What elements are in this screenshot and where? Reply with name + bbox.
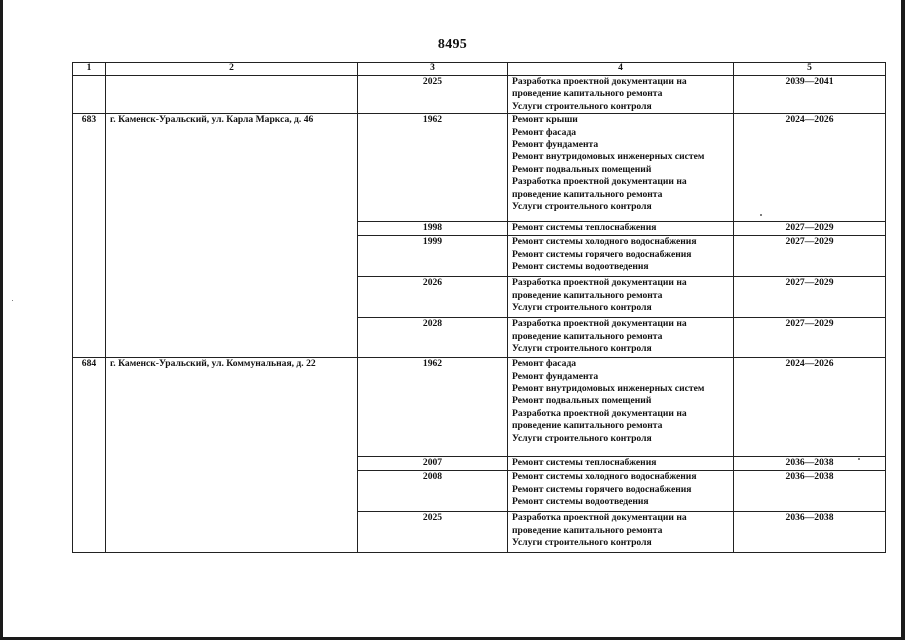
- works-cell: [508, 358, 734, 457]
- year-cell: 1998: [358, 222, 508, 236]
- scan-edge-right: [901, 0, 905, 640]
- year-cell: 1999: [358, 236, 508, 277]
- period-cell: 2024—2026: [734, 358, 886, 457]
- work-item: проведение капитального ремонта: [512, 188, 663, 200]
- work-item: Ремонт подвальных помещений: [512, 395, 652, 407]
- work-item: Ремонт внутридомовых инженерных систем: [512, 151, 705, 163]
- row-number-cell: [73, 76, 106, 114]
- work-item: Ремонт фасада: [512, 358, 577, 370]
- works-cell: [508, 471, 734, 512]
- year-cell: 2007: [358, 457, 508, 471]
- year-cell: 2026: [358, 277, 508, 318]
- table-row: [73, 76, 886, 114]
- scan-edge-left: [0, 0, 3, 640]
- year-cell: 1962: [358, 114, 508, 222]
- period-cell: 2027—2029: [734, 277, 886, 318]
- scan-speck: [12, 300, 13, 301]
- work-item: Ремонт фасада: [512, 126, 577, 138]
- works-cell: [508, 114, 734, 222]
- work-item: Разработка проектной документации на: [512, 407, 687, 419]
- work-item: Ремонт подвальных помещений: [512, 163, 652, 175]
- work-item: Ремонт системы горячего водоснабжения: [512, 248, 692, 260]
- works-cell: [508, 76, 734, 114]
- work-item: Ремонт внутридомовых инженерных систем: [512, 383, 705, 395]
- works-cell: [508, 318, 734, 358]
- work-item: Ремонт фундамента: [512, 370, 599, 382]
- year-cell: 2025: [358, 76, 508, 114]
- works-cell: [508, 236, 734, 277]
- work-item: Ремонт фундамента: [512, 139, 599, 151]
- works-cell: [508, 512, 734, 553]
- work-item: Услуги строительного контроля: [512, 537, 652, 549]
- work-item: Ремонт системы холодного водоснабжения: [512, 236, 697, 248]
- work-item: Ремонт системы горячего водоснабжения: [512, 483, 692, 495]
- period-cell: 2027—2029: [734, 222, 886, 236]
- works-cell: [508, 457, 734, 471]
- period-cell: 2024—2026: [734, 114, 886, 222]
- work-item: Ремонт крыши: [512, 114, 578, 126]
- address-cell: г. Каменск-Уральский, ул. Карла Маркса, д. 46: [106, 114, 358, 358]
- column-header: 1: [73, 63, 106, 76]
- work-item: Ремонт системы теплоснабжения: [512, 222, 657, 234]
- column-header: 2: [106, 63, 358, 76]
- work-item: проведение капитального ремонта: [512, 289, 663, 301]
- work-item: Услуги строительного контроля: [512, 302, 652, 314]
- year-cell: 1962: [358, 358, 508, 457]
- work-item: Разработка проектной документации на: [512, 76, 687, 87]
- work-item: Услуги строительного контроля: [512, 100, 652, 112]
- column-header: 3: [358, 63, 508, 76]
- period-cell: 2036—2038: [734, 457, 886, 471]
- page-number: 8495: [437, 37, 468, 52]
- work-item: Услуги строительного контроля: [512, 432, 652, 444]
- work-item: Разработка проектной документации на: [512, 512, 687, 524]
- work-item: Разработка проектной документации на: [512, 277, 687, 289]
- period-cell: 2036—2038: [734, 471, 886, 512]
- work-item: Ремонт системы теплоснабжения: [512, 457, 657, 469]
- period-cell: 2027—2029: [734, 318, 886, 358]
- works-cell: [508, 277, 734, 318]
- work-item: проведение капитального ремонта: [512, 524, 663, 536]
- work-item: Разработка проектной документации на: [512, 318, 687, 330]
- row-number-cell: 683: [73, 114, 106, 358]
- work-item: проведение капитального ремонта: [512, 420, 663, 432]
- row-number-cell: 684: [73, 358, 106, 553]
- table-row: [73, 358, 886, 457]
- year-cell: 2028: [358, 318, 508, 358]
- work-item: Услуги строительного контроля: [512, 201, 652, 213]
- capital-repair-table: [72, 62, 886, 553]
- work-item: Услуги строительного контроля: [512, 343, 652, 355]
- period-cell: 2039—2041: [734, 76, 886, 114]
- work-item: Ремонт системы водоотведения: [512, 496, 649, 508]
- column-number-header-row: [73, 63, 886, 76]
- table-row: [73, 114, 886, 222]
- column-header: 4: [508, 63, 734, 76]
- works-cell: [508, 222, 734, 236]
- column-header: 5: [734, 63, 886, 76]
- work-item: Разработка проектной документации на: [512, 176, 687, 188]
- work-item: Ремонт системы водоотведения: [512, 261, 649, 273]
- year-cell: 2025: [358, 512, 508, 553]
- work-item: Ремонт системы холодного водоснабжения: [512, 471, 697, 483]
- period-cell: 2027—2029: [734, 236, 886, 277]
- year-cell: 2008: [358, 471, 508, 512]
- work-item: проведение капитального ремонта: [512, 88, 663, 100]
- address-cell: [106, 76, 358, 114]
- address-cell: г. Каменск-Уральский, ул. Коммунальная, д. 22: [106, 358, 358, 553]
- period-cell: 2036—2038: [734, 512, 886, 553]
- work-item: проведение капитального ремонта: [512, 330, 663, 342]
